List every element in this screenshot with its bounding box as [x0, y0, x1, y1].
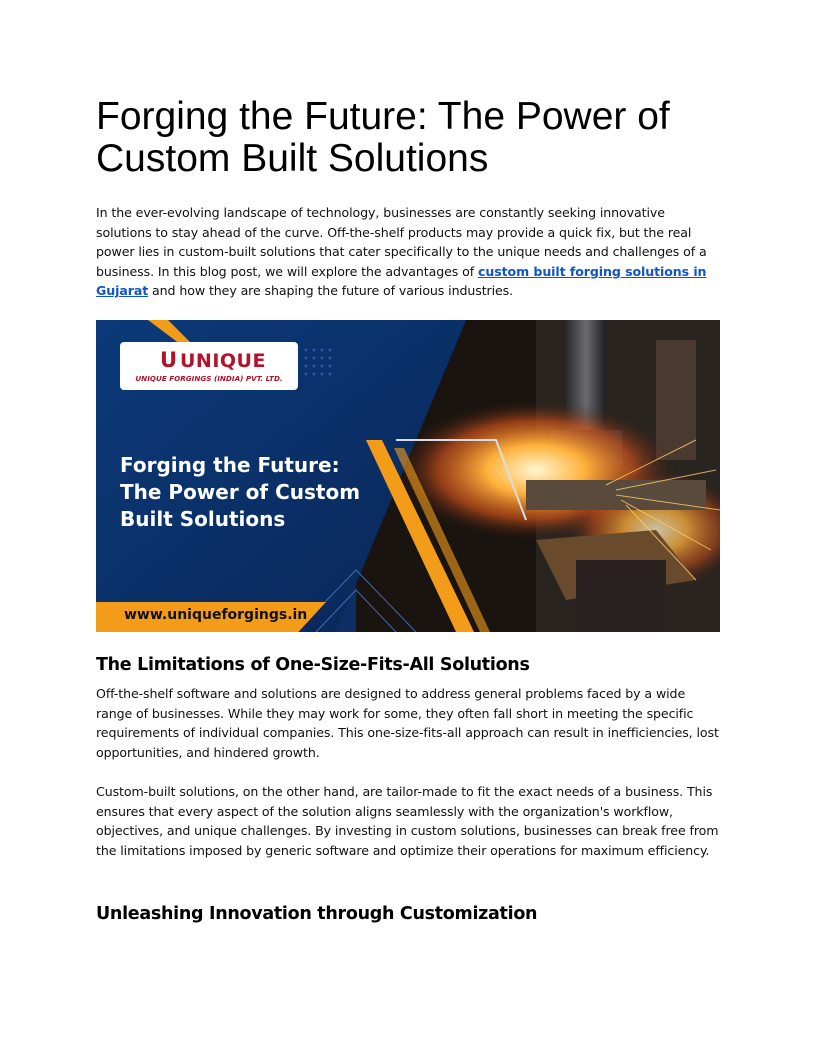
- limitations-paragraph-2: Custom-built solutions, on the other hand, are tailor-made to fit the exact needs of a business. This ensures that every aspect of the solution aligns seamlessly with the organization's workflow, objectives, and unique challenges. By investing in custom solutions, businesses can break free from the limitations imposed by generic software and optimize their operations for maximum efficiency.: [96, 784, 719, 858]
- section-heading-limitations: The Limitations of One-Size-Fits-All Solutions: [96, 655, 530, 675]
- banner-headline-line-1: Forging the Future:: [120, 453, 340, 477]
- forging-solutions-link[interactable]: custom built forging solutions in Gujarat: [96, 263, 707, 299]
- intro-paragraph: [96, 203, 720, 301]
- banner-website-url: www.uniqueforgings.in: [124, 607, 308, 623]
- hero-banner-image: [96, 320, 720, 632]
- logo-wordmark: UNIQUE: [180, 350, 266, 372]
- intro-text-after: and how they are shaping the future of various industries.: [148, 283, 514, 299]
- banner-headline-line-3: Built Solutions: [120, 507, 286, 531]
- banner-headline: [120, 452, 380, 533]
- article-title: Forging the Future: The Power of Custom Built Solutions: [96, 95, 670, 180]
- intro-text-before: In the ever-evolving landscape of technology, businesses are constantly seeking innovative solutions to stay ahead of the curve. Off-the-shelf products may provide a quick fix, but the real power lies in custom-built solutions that cater specifically to the unique needs and challenges of a business. In this blog post, we will explore the advantages of: [96, 205, 707, 279]
- company-logo: [120, 342, 298, 390]
- banner-headline-line-2: The Power of Custom: [120, 480, 361, 504]
- section-heading-innovation: Unleashing Innovation through Customization: [96, 904, 538, 924]
- logo-company-name: UNIQUE FORGINGS (INDIA) PVT. LTD.: [135, 374, 283, 383]
- limitations-paragraph-1: Off-the-shelf software and solutions are designed to address general problems faced by a wide range of businesses. While they may work for some, they often fall short in meeting the specific requirements of individual companies. This one-size-fits-all approach can result in inefficiencies, lost opportunities, and hindered growth.: [96, 686, 719, 760]
- logo-mark-icon: U: [160, 348, 178, 372]
